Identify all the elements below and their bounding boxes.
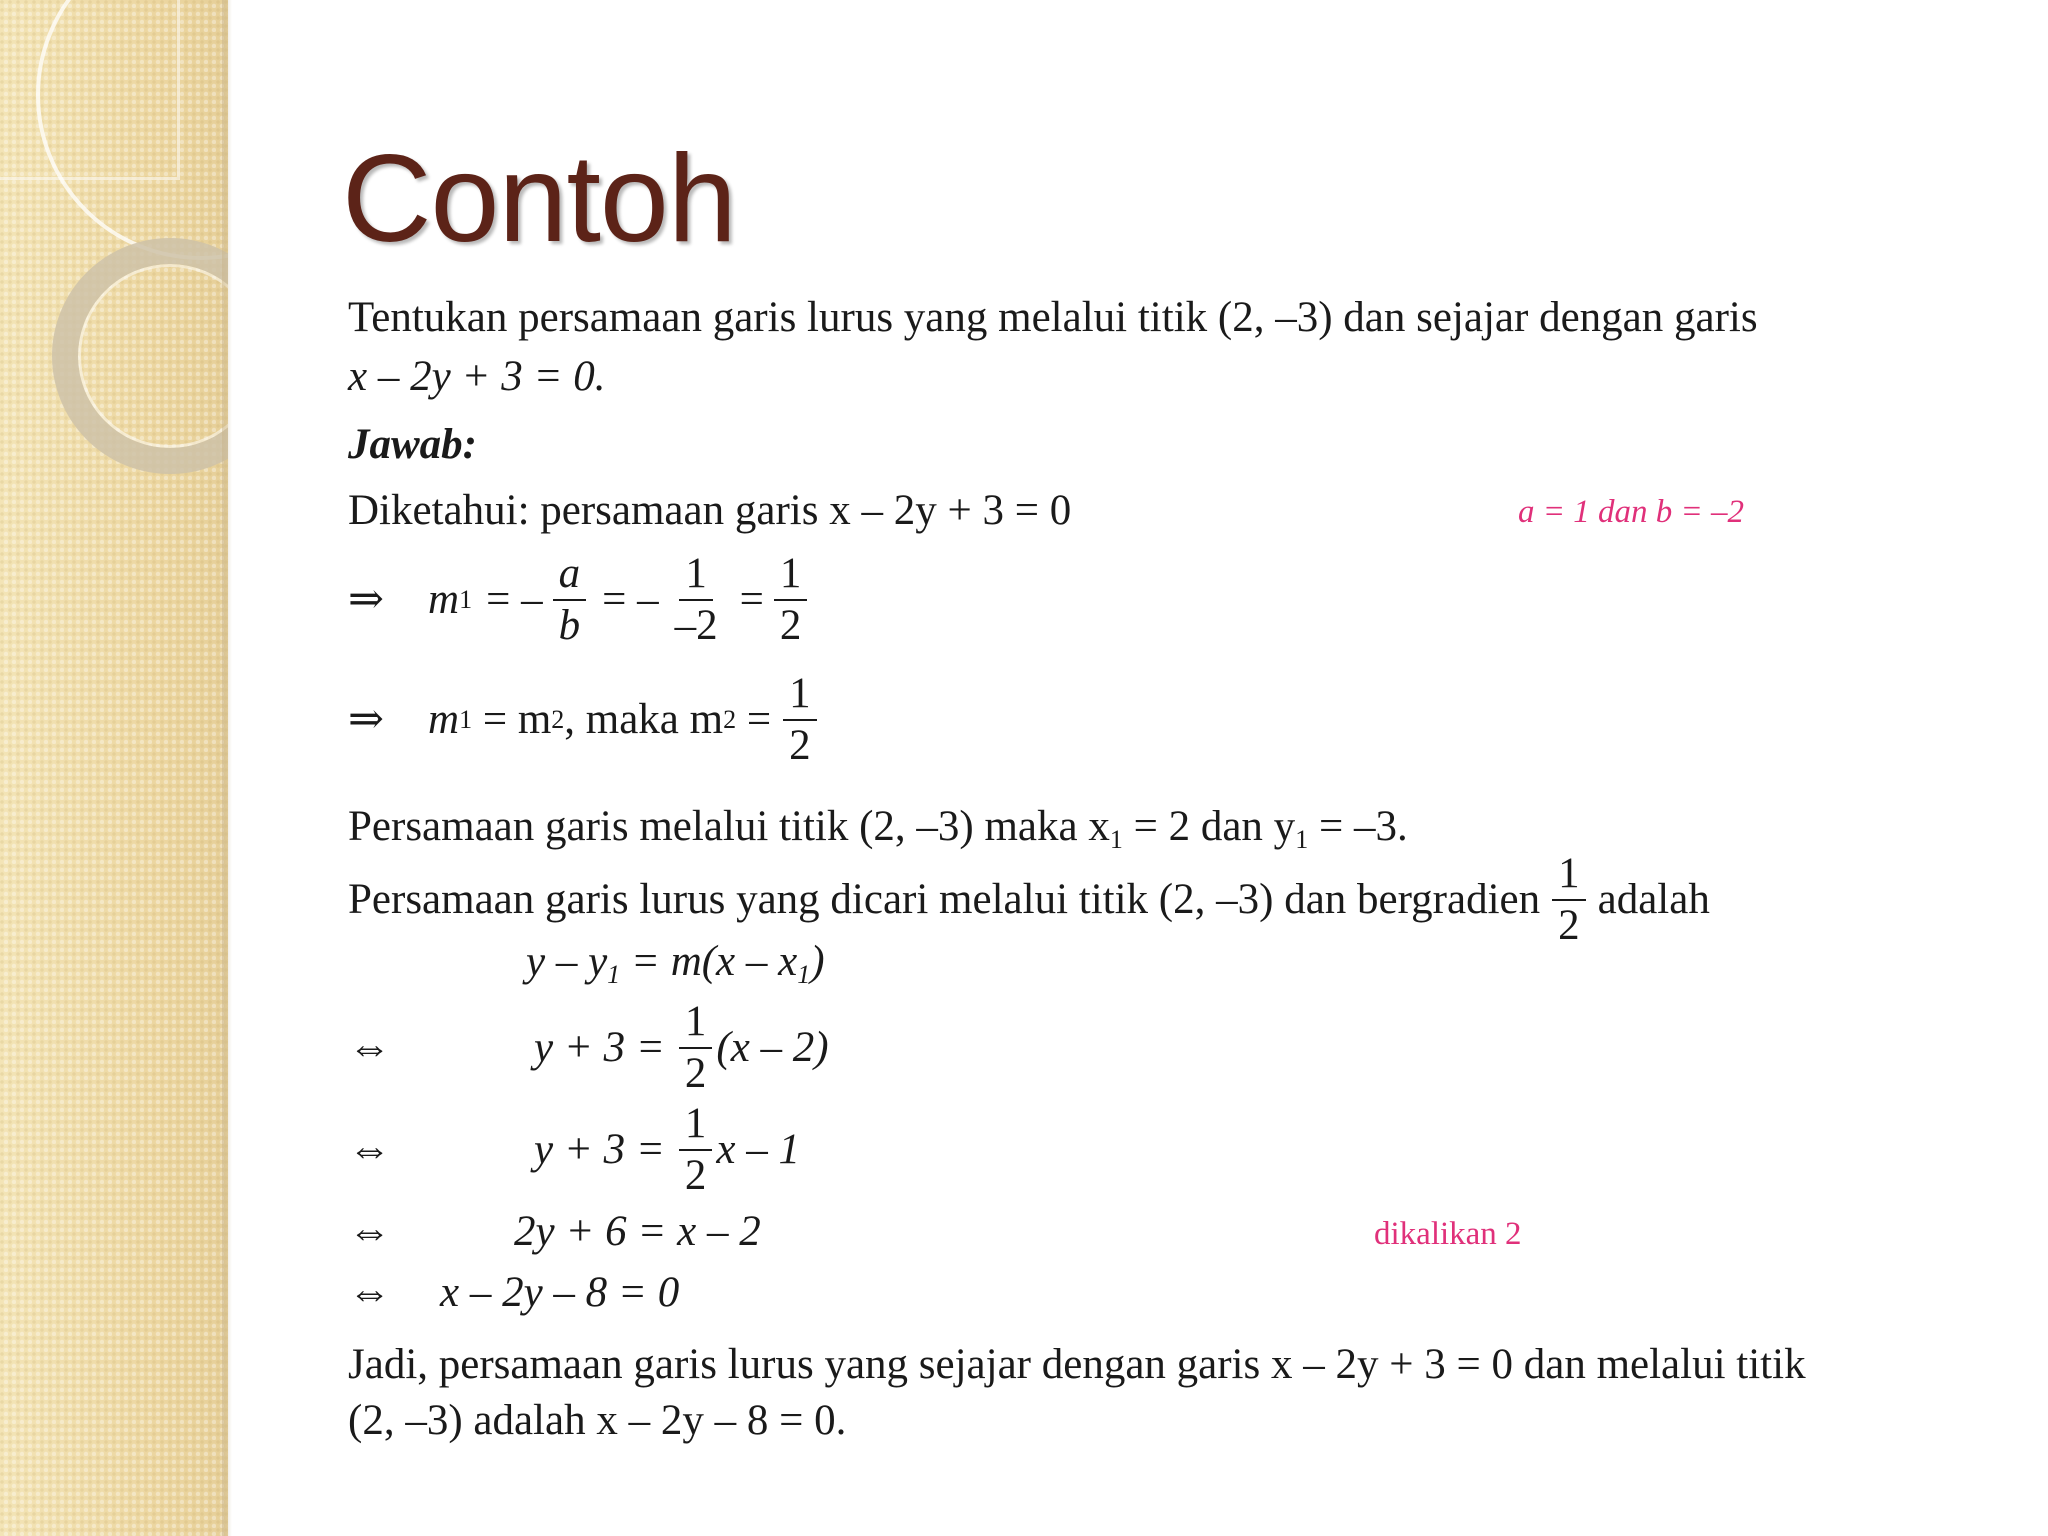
- equals: =: [736, 696, 772, 744]
- fraction-1-neg2: [669, 552, 724, 648]
- eq-text: 2y + 6 = x – 2: [514, 1208, 761, 1255]
- denominator: 2: [1558, 901, 1580, 949]
- decorative-sidebar: [0, 0, 228, 1536]
- sidebar-shadow: [222, 0, 232, 1536]
- answer-label: Jawab:: [348, 421, 477, 468]
- equals-minus: = –: [486, 576, 543, 624]
- point-line-text: Persamaan garis melalui titik (2, –3) maka x: [348, 803, 1110, 850]
- eq-text: y + 3 =: [534, 1024, 665, 1072]
- denominator: 2: [684, 1151, 707, 1199]
- subscript: 1: [607, 960, 621, 989]
- fraction-1-2: [679, 1102, 713, 1198]
- m1-symbol: m: [428, 696, 460, 744]
- subscript: 1: [797, 960, 811, 989]
- numerator: 1: [679, 1102, 713, 1151]
- iff-arrow: ⇔: [348, 1208, 391, 1255]
- iff-arrow: ⇔: [348, 1269, 391, 1316]
- eq-text: = m(x – x: [620, 938, 798, 985]
- denominator: 2: [789, 721, 811, 769]
- point-line-text: = –3.: [1308, 803, 1408, 850]
- numerator: 1: [1552, 852, 1586, 901]
- numerator: 1: [774, 552, 808, 601]
- decorative-ring: [52, 238, 228, 474]
- subscript: 1: [1109, 825, 1123, 854]
- eq-text: y + 3 =: [534, 1126, 665, 1174]
- gradient-line: [348, 852, 1710, 948]
- note-multiply: dikalikan 2: [1374, 1216, 1522, 1252]
- eq-text: x – 2y – 8 = 0: [440, 1269, 680, 1316]
- denominator: 2: [684, 1049, 707, 1097]
- slide-title: Contoh: [342, 130, 736, 268]
- equals-m2: = m: [472, 696, 552, 744]
- iff-arrow: ⇔: [348, 1126, 391, 1174]
- equation-line-5: [348, 1271, 679, 1314]
- problem-line-2: x – 2y + 3 = 0.: [348, 353, 606, 400]
- fraction-1-2: [679, 1000, 713, 1096]
- equation-line-1: [526, 940, 825, 988]
- implies-arrow: ⇒: [348, 696, 385, 744]
- conclusion-line-2: (2, –3) adalah x – 2y – 8 = 0.: [348, 1397, 847, 1444]
- subscript: 1: [459, 584, 473, 614]
- m1-symbol: m: [428, 576, 460, 624]
- numerator: a: [553, 552, 587, 601]
- gradient-line-text: Persamaan garis lurus yang dicari melalui titik (2, –3) dan bergradien: [348, 876, 1541, 924]
- equation-line-3: [348, 1102, 800, 1198]
- subscript: 2: [551, 704, 565, 734]
- conclusion-line-1: Jadi, persamaan garis lurus yang sejajar dengan garis x – 2y + 3 = 0 dan melalui titik: [348, 1341, 1806, 1388]
- problem-line-1: Tentukan persamaan garis lurus yang melalui titik (2, –3) dan sejajar dengan garis: [348, 294, 1758, 341]
- gradient-line-text: adalah: [1597, 876, 1710, 924]
- fraction-1-2: [774, 552, 808, 648]
- denominator: –2: [674, 601, 718, 649]
- fraction-1-2: [783, 672, 817, 768]
- note-ab: a = 1 dan b = –2: [1518, 494, 1745, 530]
- point-line: [348, 805, 1408, 853]
- fraction-a-b: [553, 552, 587, 648]
- fraction-1-2: [1552, 852, 1586, 948]
- denominator: b: [558, 601, 581, 649]
- eq-text: ): [810, 938, 825, 985]
- implies-arrow: ⇒: [348, 576, 385, 624]
- subscript: 2: [723, 704, 737, 734]
- eq-text: (x – 2): [716, 1024, 829, 1072]
- subscript: 1: [1295, 825, 1309, 854]
- known-line: Diketahui: persamaan garis x – 2y + 3 = 0: [348, 487, 1072, 534]
- numerator: 1: [679, 1000, 713, 1049]
- decorative-ring: [36, 0, 228, 260]
- eq-text: y – y: [526, 938, 608, 985]
- equation-line-4: [348, 1210, 761, 1253]
- point-line-text: = 2 dan y: [1122, 803, 1296, 850]
- eq-text: x – 1: [716, 1126, 800, 1174]
- step-1: [348, 552, 811, 648]
- equals: =: [739, 576, 764, 624]
- numerator: 1: [679, 552, 713, 601]
- subscript: 1: [459, 704, 473, 734]
- equals-minus: = –: [602, 576, 659, 624]
- numerator: 1: [783, 672, 817, 721]
- equation-line-2: [348, 1000, 829, 1096]
- denominator: 2: [779, 601, 802, 649]
- iff-arrow: ⇔: [348, 1024, 391, 1072]
- maka-m2: , maka m: [564, 696, 724, 744]
- step-2: [348, 672, 821, 768]
